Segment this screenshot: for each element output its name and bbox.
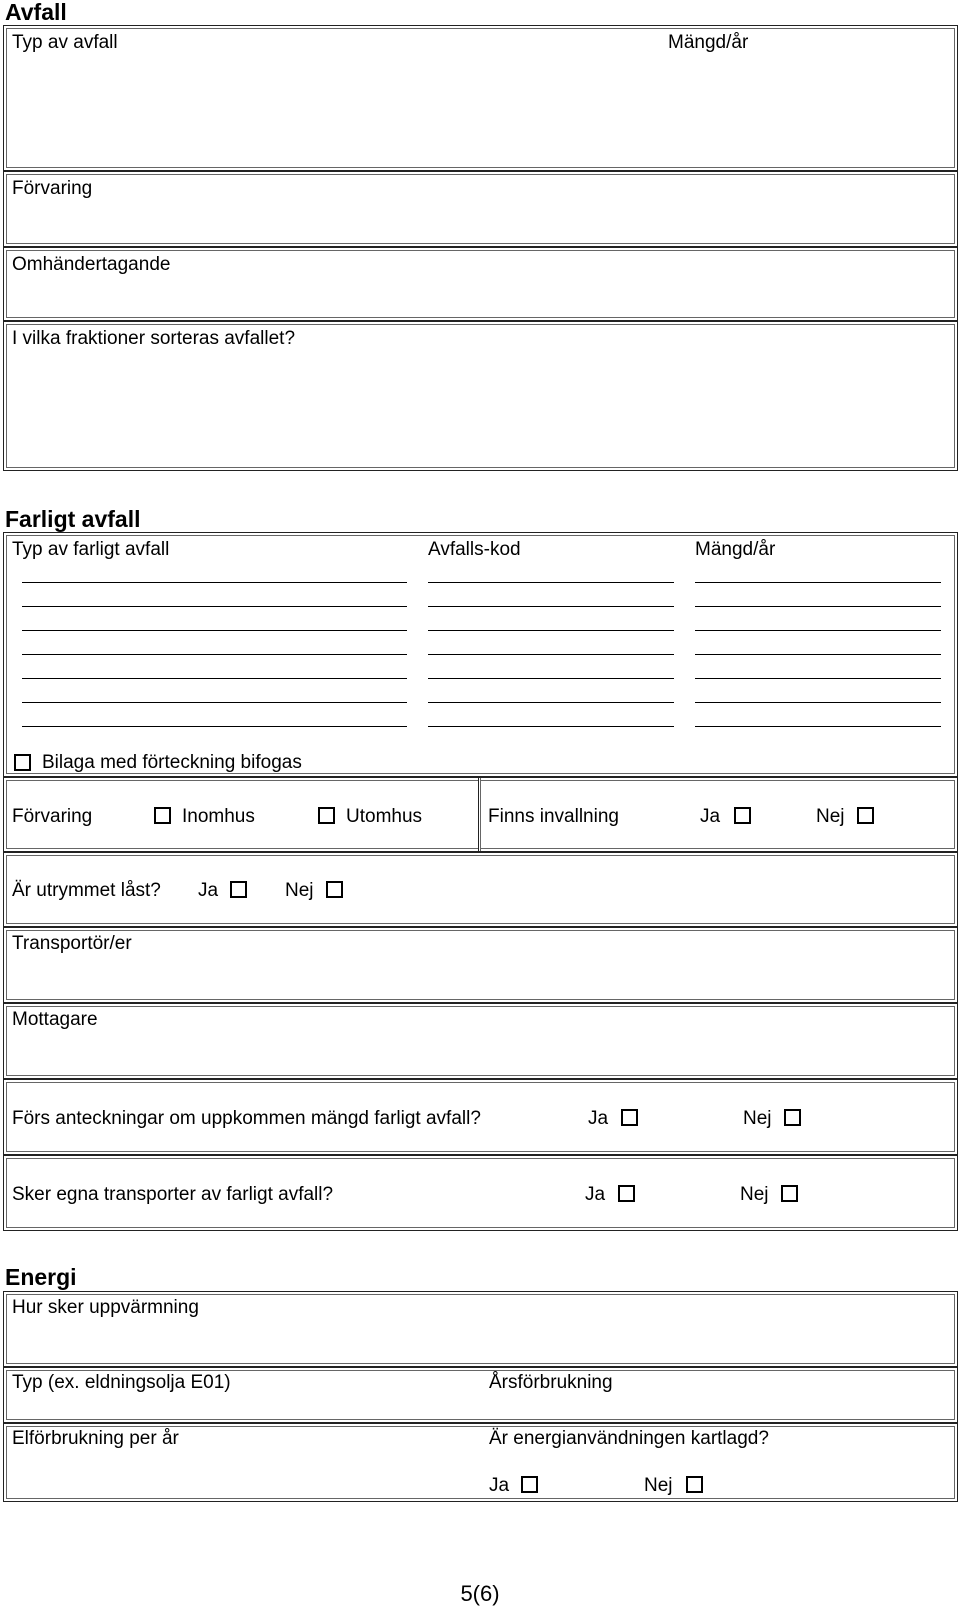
bilaga-checkbox[interactable] [14,754,31,771]
avfall-fraktioner-field[interactable] [3,321,958,471]
row-divider [478,778,479,851]
kod-blank-line[interactable] [428,726,674,727]
invallning-ja-label: Ja [700,806,721,827]
mangd-blank-line[interactable] [695,726,941,727]
typ-blank-line[interactable] [22,606,407,607]
section-heading-energi: Energi [5,1264,77,1290]
kod-blank-line[interactable] [428,678,674,679]
fraktioner-label: I vilka fraktioner sorteras avfallet? [12,328,296,349]
egna-transporter-label: Sker egna transporter av farligt avfall? [12,1184,334,1205]
invallning-nej-checkbox[interactable] [857,807,874,824]
col-kod-label: Avfalls-kod [428,539,521,560]
typ-blank-line[interactable] [22,630,407,631]
uppvarmning-label: Hur sker uppvärmning [12,1297,199,1318]
anteckningar-nej-label: Nej [743,1108,772,1129]
kod-blank-line[interactable] [428,630,674,631]
inomhus-checkbox[interactable] [154,807,171,824]
kod-blank-line[interactable] [428,606,674,607]
mangd-blank-line[interactable] [695,702,941,703]
energi-el-row [3,1423,958,1502]
typ-av-avfall-label: Typ av avfall [12,32,118,53]
forvaring-label: Förvaring [12,178,93,199]
mottagare-field[interactable] [3,1003,958,1079]
mangd-blank-line[interactable] [695,630,941,631]
mottagare-label: Mottagare [12,1009,98,1030]
last-nej-checkbox[interactable] [326,881,343,898]
kartlagd-nej-label: Nej [644,1475,673,1496]
transportor-field[interactable] [3,927,958,1003]
section-heading-farligt-avfall: Farligt avfall [5,506,141,532]
kartlagd-label: Är energianvändningen kartlagd? [489,1428,769,1449]
mangd-blank-line[interactable] [695,606,941,607]
arsforbrukning-label[interactable]: Årsförbrukning [489,1372,613,1393]
anteckningar-row [3,1079,958,1155]
avfall-type-field[interactable] [3,25,958,171]
kartlagd-ja-label: Ja [489,1475,510,1496]
inomhus-label: Inomhus [182,806,255,827]
anteckningar-nej-checkbox[interactable] [784,1109,801,1126]
typ-blank-line[interactable] [22,678,407,679]
farligt-avfall-table [3,532,958,777]
omhandertagande-label: Omhändertagande [12,254,171,275]
anteckningar-ja-checkbox[interactable] [621,1109,638,1126]
utomhus-checkbox[interactable] [318,807,335,824]
egna-transporter-nej-checkbox[interactable] [781,1185,798,1202]
kod-blank-line[interactable] [428,654,674,655]
typ-blank-line[interactable] [22,654,407,655]
mangd-blank-line[interactable] [695,582,941,583]
avfall-omhandertagande-field[interactable] [3,247,958,321]
last-row [3,852,958,927]
section-heading-avfall: Avfall [5,0,67,25]
invallning-ja-checkbox[interactable] [734,807,751,824]
typ-blank-line[interactable] [22,726,407,727]
elforbrukning-label[interactable]: Elförbrukning per år [12,1428,179,1449]
avfall-forvaring-field[interactable] [3,171,958,247]
kartlagd-nej-checkbox[interactable] [686,1476,703,1493]
mangd-blank-line[interactable] [695,678,941,679]
egna-transporter-nej-label: Nej [740,1184,769,1205]
last-label: Är utrymmet låst? [12,880,161,901]
mangd-label: Mängd/år [668,32,749,53]
last-ja-checkbox[interactable] [230,881,247,898]
page-number: 5(6) [460,1581,500,1606]
kartlagd-ja-checkbox[interactable] [521,1476,538,1493]
invallning-label: Finns invallning [488,806,619,827]
col-typ-label: Typ av farligt avfall [12,539,170,560]
typ-blank-line[interactable] [22,582,407,583]
bilaga-label: Bilaga med förteckning bifogas [42,752,302,773]
col-mangd-label: Mängd/år [695,539,776,560]
mangd-blank-line[interactable] [695,654,941,655]
energi-typ-row [3,1367,958,1423]
uppvarmning-field[interactable] [3,1291,958,1367]
kod-blank-line[interactable] [428,582,674,583]
anteckningar-ja-label: Ja [588,1108,609,1129]
anteckningar-label: Förs anteckningar om uppkommen mängd farligt avfall? [12,1108,481,1129]
energi-typ-label[interactable]: Typ (ex. eldningsolja E01) [12,1372,231,1393]
last-ja-label: Ja [198,880,219,901]
kod-blank-line[interactable] [428,702,674,703]
typ-blank-line[interactable] [22,702,407,703]
egna-transporter-ja-checkbox[interactable] [618,1185,635,1202]
transportor-label: Transportör/er [12,933,132,954]
invallning-nej-label: Nej [816,806,845,827]
egna-transporter-ja-label: Ja [585,1184,606,1205]
farligt-forvaring-label: Förvaring [12,806,93,827]
farligt-forvaring-row [3,777,958,852]
egna-transporter-row [3,1155,958,1231]
last-nej-label: Nej [285,880,314,901]
utomhus-label: Utomhus [346,806,423,827]
